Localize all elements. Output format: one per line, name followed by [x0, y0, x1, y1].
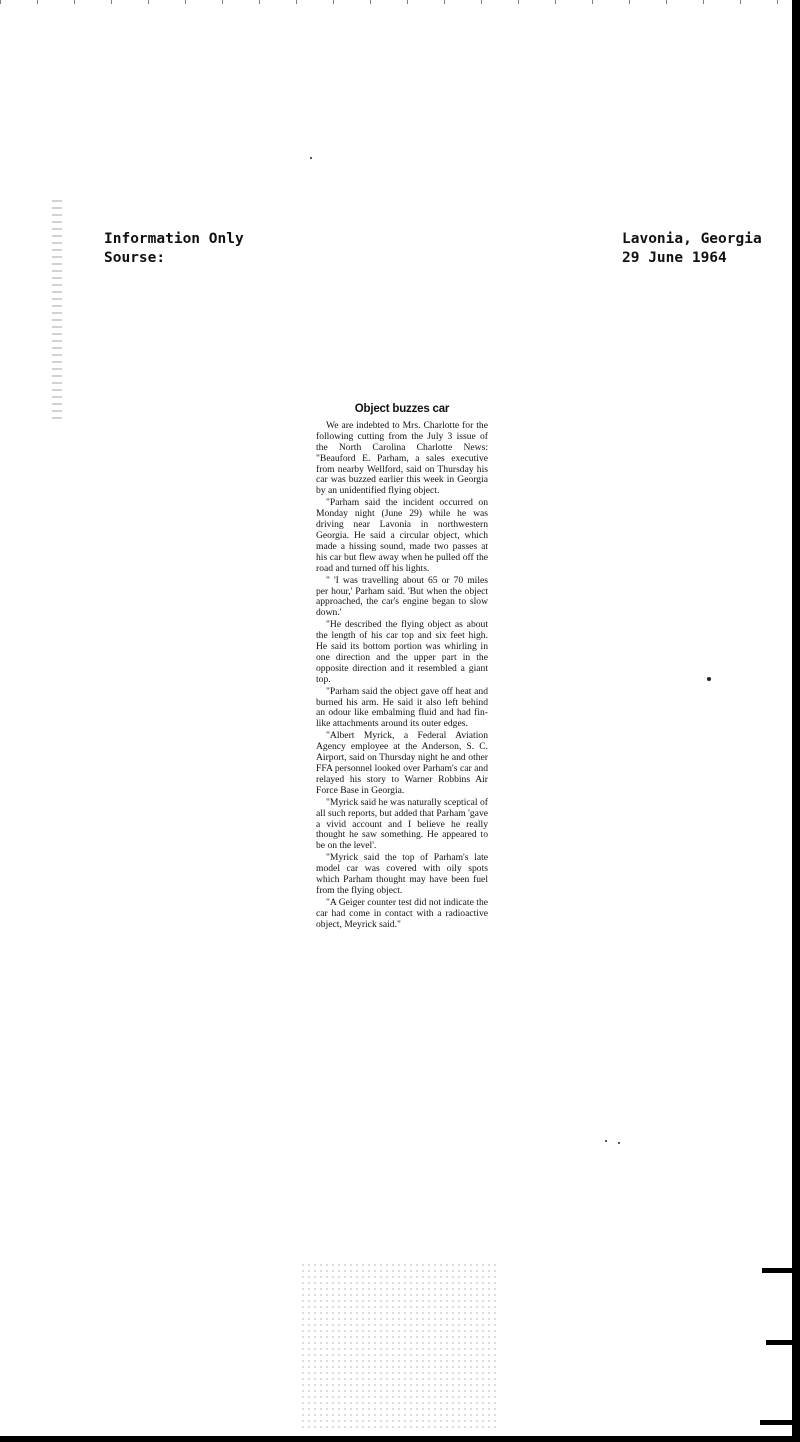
- scan-right-edge: [792, 0, 800, 1442]
- scan-edge-mark: [760, 1420, 800, 1425]
- dust-speck: [605, 1140, 607, 1142]
- newspaper-clipping: [316, 404, 488, 932]
- article-paragraph: "Myrick said the top of Parham's late model car was covered with oily spots which Parham thought may have been fuel from the flying object.: [316, 852, 488, 896]
- dust-speck: [310, 157, 312, 159]
- header-location-block: [622, 230, 762, 268]
- info-only-label: Information Only: [104, 231, 244, 247]
- scan-bottom-edge: [0, 1436, 800, 1442]
- dust-speck: [707, 677, 711, 681]
- header-source-block: [104, 230, 244, 268]
- article-paragraph: "Parham said the object gave off heat and burned his arm. He said it also left behind an odour like embalming fluid and had fin-like attachments around its outer edges.: [316, 685, 488, 730]
- article-paragraph: "Albert Myrick, a Federal Aviation Agency employee at the Anderson, S. C. Airport, said on Thursday night he and other FFA personnel looked over Parham's car and relayed his story to Warner Robbins Air Force Base in Georgia.: [316, 730, 488, 796]
- location-label: Lavonia, Georgia: [622, 231, 762, 247]
- dust-speck: [618, 1142, 620, 1144]
- article-paragraph: "Myrick said he was naturally sceptical of all such reports, but added that Parham 'gave a vivid account and I believe he really thought he saw something. He appeared to be on the level'.: [316, 796, 488, 852]
- scan-grain: [300, 1262, 500, 1432]
- article-paragraph: " 'I was travelling about 65 or 70 miles per hour,' Parham said. 'But when the object approached, the car's engine began to slow down.': [316, 574, 488, 619]
- article-paragraph: We are indebted to Mrs. Charlotte for the following cutting from the July 3 issue of the North Carolina Charlotte News: "Beauford E. Parham, a sales executive from nearby Wellford, said on Thursday his car was buzzed earlier this week in Georgia by an unidentified flying object.: [316, 419, 488, 497]
- scan-edge-mark: [762, 1268, 800, 1273]
- top-edge-artifacts: [0, 0, 792, 4]
- scan-edge-mark: [766, 1340, 800, 1345]
- article-paragraph: "Parham said the incident occurred on Monday night (June 29) while he was driving near Lavonia in northwestern Georgia. He said a circular object, which made a hissing sound, made two passes at his car but flew away when he pulled off the road and turned off his lights.: [316, 497, 488, 574]
- article-paragraph: "He described the flying object as about the length of his car top and six feet high. He said its bottom portion was whirling in one direction and the upper part in the opposite direction and it resembled a giant top.: [316, 619, 488, 685]
- source-label: Sourse:: [104, 250, 166, 266]
- date-label: 29 June 1964: [622, 250, 727, 266]
- article-title: Object buzzes car: [354, 403, 450, 415]
- left-margin-scuff: [52, 200, 62, 420]
- article-paragraph: "A Geiger counter test did not indicate the car had come in contact with a radioactive object, Meyrick said.": [316, 896, 488, 930]
